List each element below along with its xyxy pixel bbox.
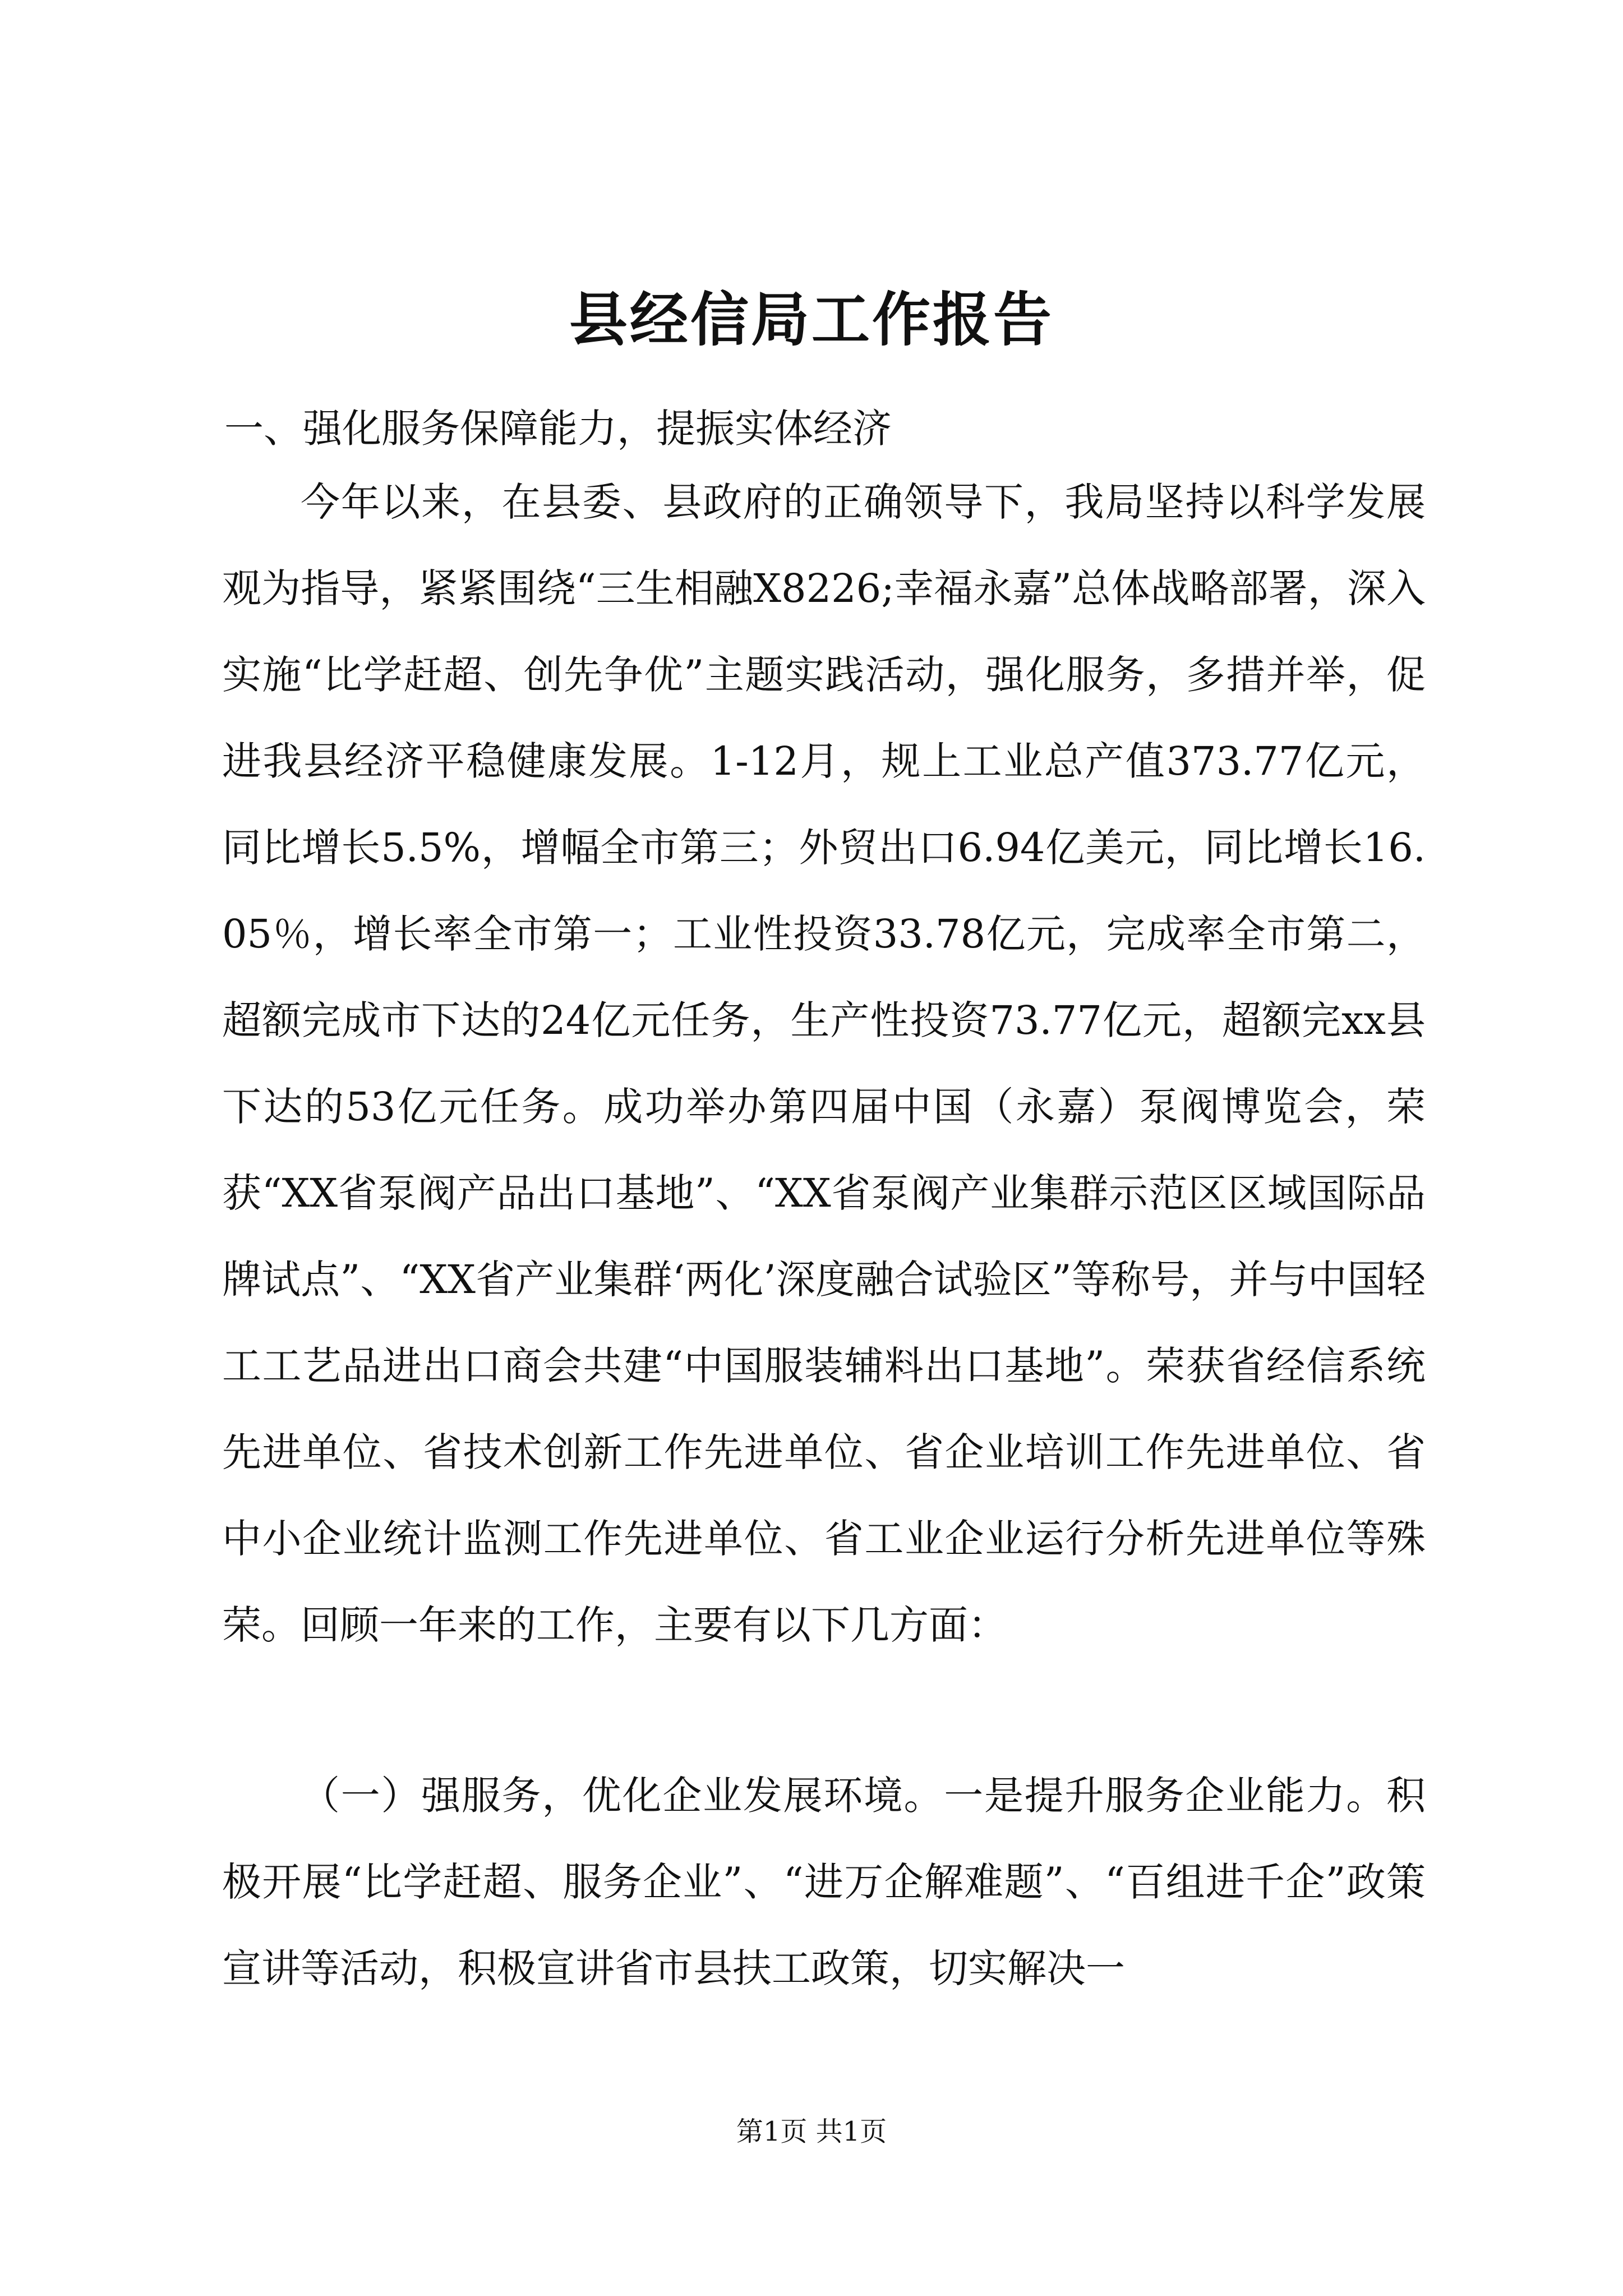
section-heading: 一、强化服务保障能力，提振实体经济 xyxy=(224,406,892,452)
body-paragraph: （一）强服务，优化企业发展环境。一是提升服务企业能力。积极开展“比学赶超、服务企业”、“进万企解难题”、“百组进千企”政策宣讲等活动，积极宣讲省市县扶工政策，切实解决一 xyxy=(222,1773,1426,1991)
body-paragraph: 今年以来，在县委、县政府的正确领导下，我局坚持以科学发展观为指导，紧紧围绕“三生相融X8226;幸福永嘉”总体战略部署，深入实施“比学赶超、创先争优”主题实践活动，强化服务，多措并举，促进我县经济平稳健康发展。1-12月，规上工业总产值373.77亿元，同比增长5.5%，增幅全市第三；外贸出口6.94亿美元，同比增长16.05％，增长率全市第一；工业性投资33.78亿元，完成率全市第二，超额完成市下达的24亿元任务，生产性投资73.77亿元，超额完xx县下达的53亿元任务。成功举办第四届中国（永嘉）泵阀博览会，荣获“XX省泵阀产品出口基地”、“XX省泵阀产业集群示范区区域国际品牌试点”、“XX省产业集群‘两化’深度融合试验区”等称号，并与中国轻工工艺品进出口商会共建“中国服装辅料出口基地”。荣获省经信系统先进单位、省技术创新工作先进单位、省企业培训工作先进单位、省中小企业统计监测工作先进单位、省工业企业运行分析先进单位等殊荣。回顾一年来的工作，主要有以下几方面： xyxy=(222,479,1426,1648)
page-footer: 第1页 共1页 xyxy=(736,2116,887,2147)
document-title: 县经信局工作报告 xyxy=(569,285,1054,354)
